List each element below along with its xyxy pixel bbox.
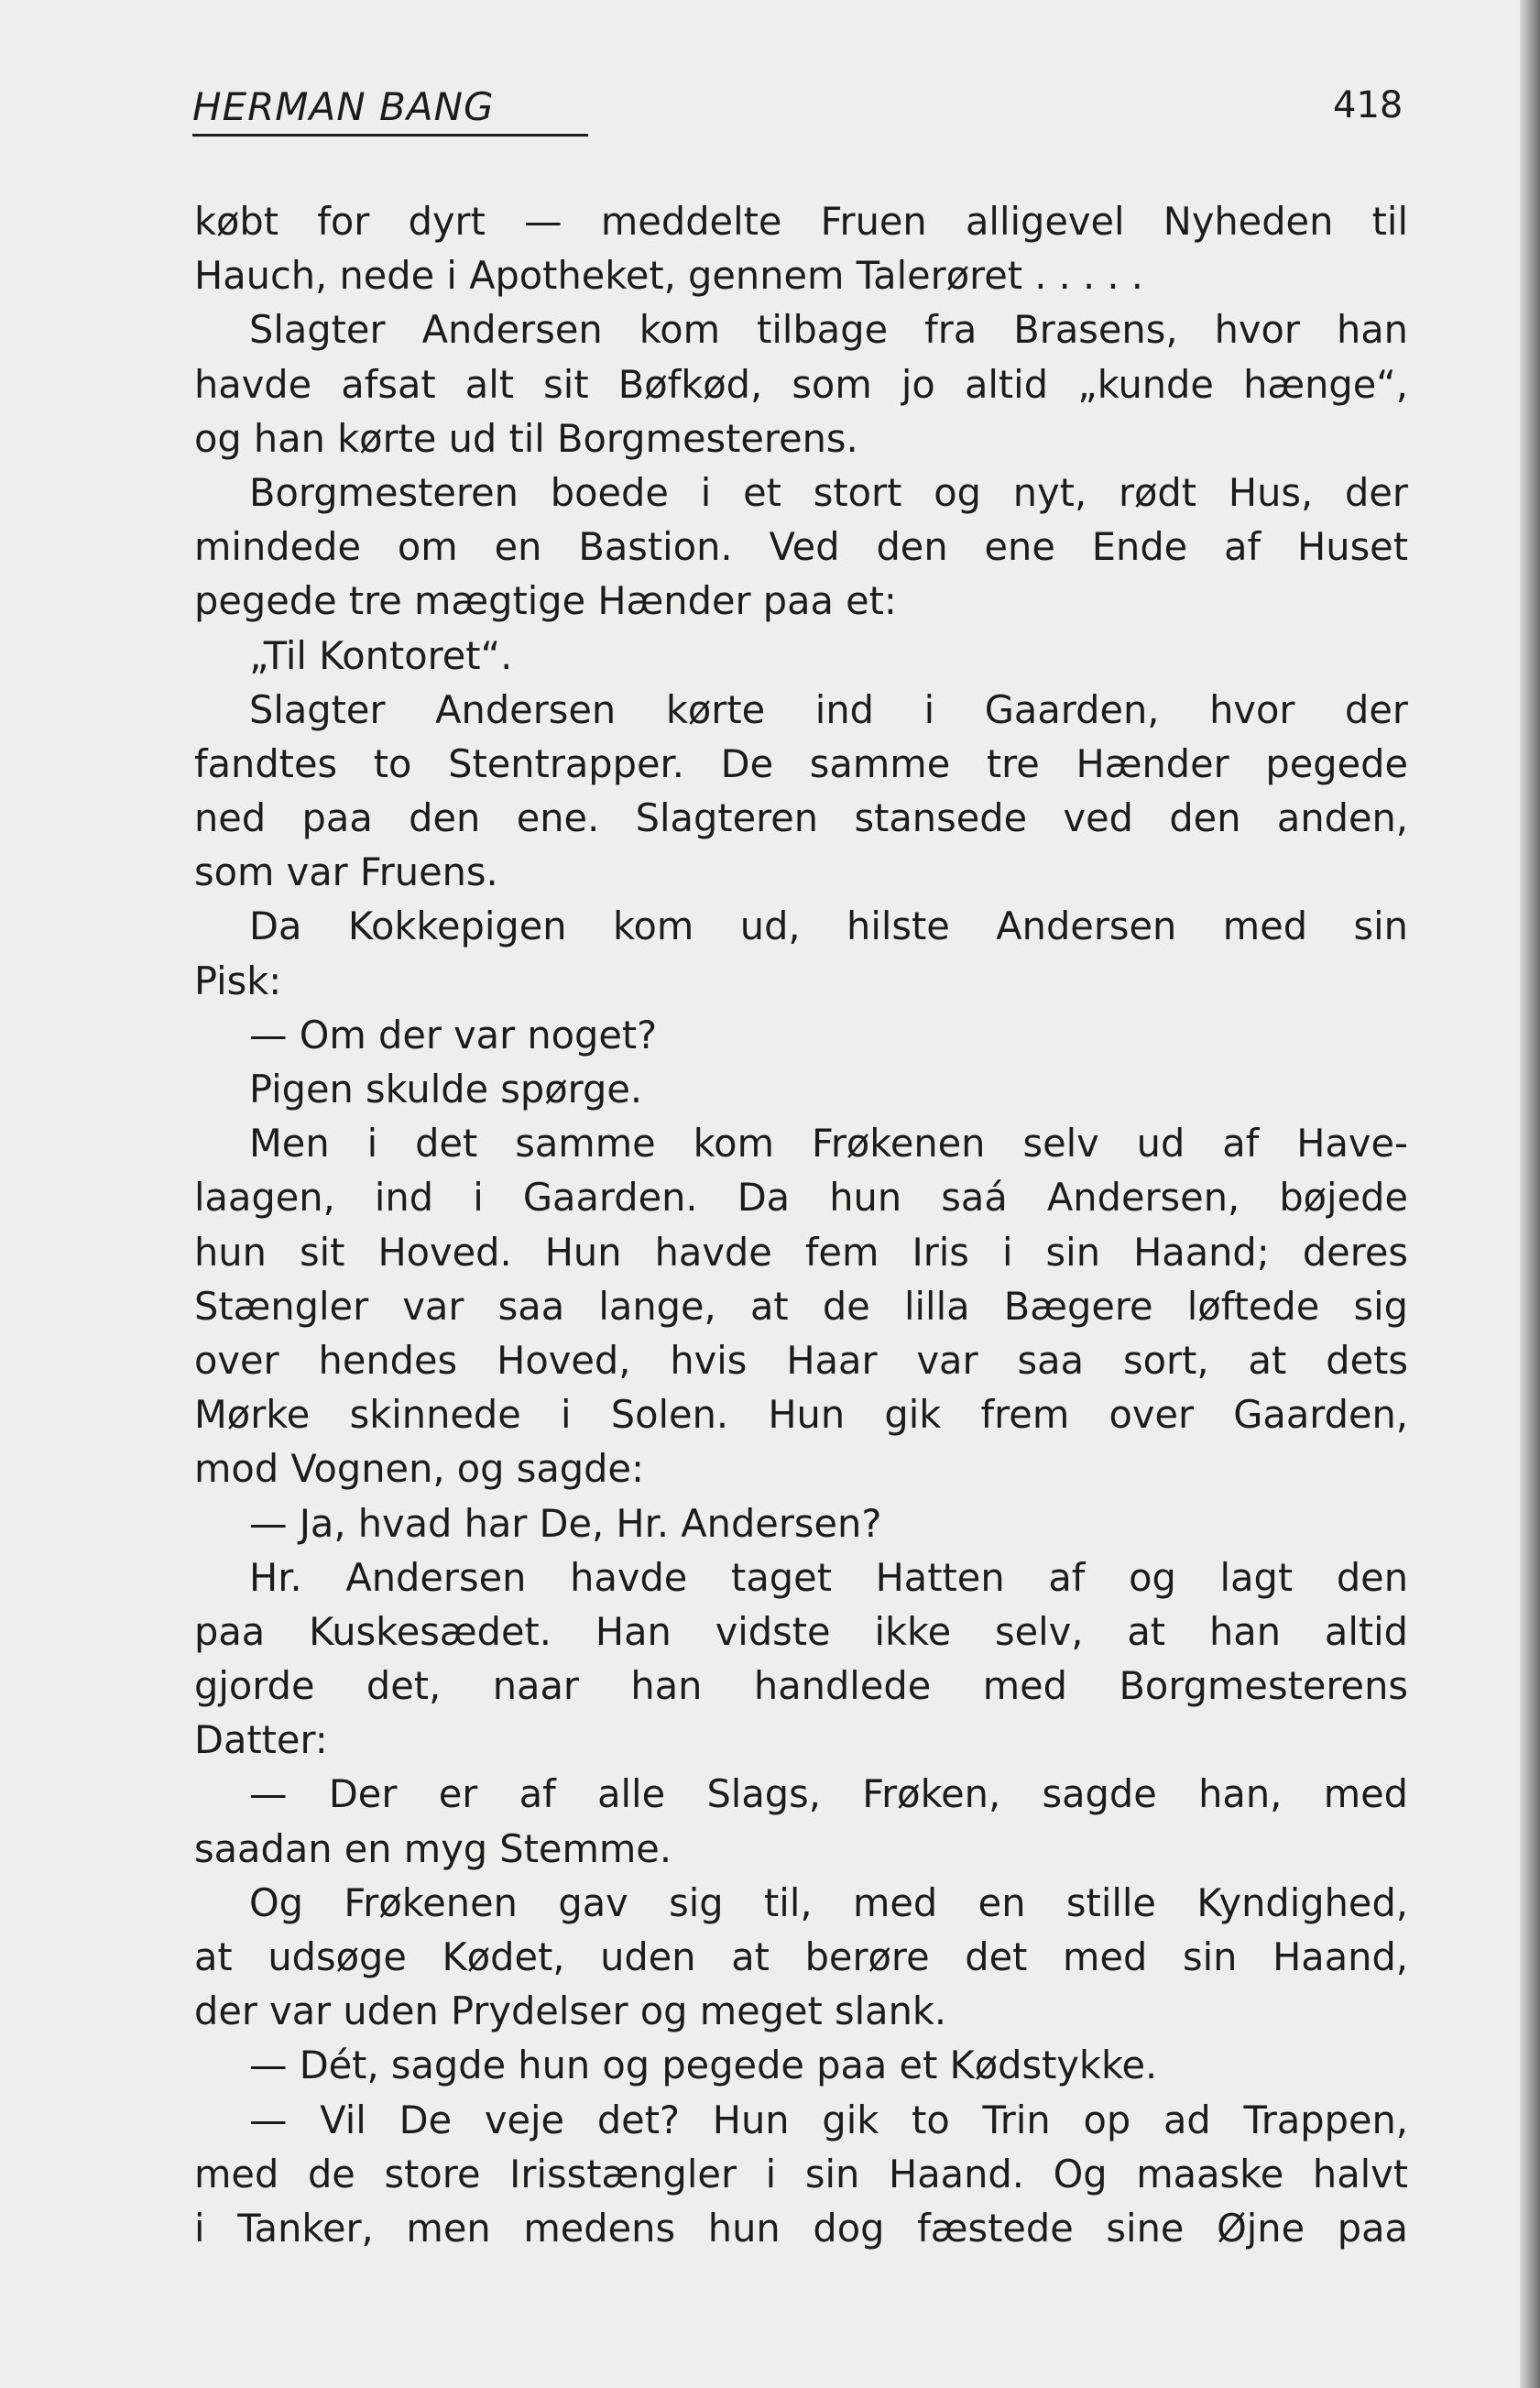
text-line: der var uden Prydelser og meget slank. bbox=[194, 1988, 947, 2034]
text-line: og han kørte ud til Borgmesterens. bbox=[194, 415, 858, 461]
text-line: saadan en myg Stemme. bbox=[194, 1825, 672, 1871]
text-line: — Dét, sagde hun og pegede paa et Kødstykke. bbox=[249, 2043, 1158, 2088]
text-line: fandtes to Stentrapper. De samme tre Hænder pegede bbox=[194, 740, 1408, 786]
text-line: over hendes Hoved, hvis Haar var saa sort, at dets bbox=[194, 1337, 1408, 1383]
running-head-rule bbox=[192, 134, 588, 137]
text-line: ned paa den ene. Slagteren stansede ved den anden, bbox=[194, 795, 1408, 841]
text-line: paa Kuskesædet. Han vidste ikke selv, at han altid bbox=[194, 1608, 1408, 1654]
text-line: Slagter Andersen kørte ind i Gaarden, hvor der bbox=[249, 686, 1408, 732]
text-line: købt for dyrt — meddelte Fruen alligevel Nyheden til bbox=[194, 199, 1408, 244]
page-edge bbox=[1520, 0, 1540, 2388]
text-line: Datter: bbox=[194, 1717, 328, 1763]
text-line: — Om der var noget? bbox=[249, 1012, 658, 1057]
text-line: Og Frøkenen gav sig til, med en stille Kyndighed, bbox=[249, 1879, 1408, 1925]
text-line: Mørke skinnede i Solen. Hun gik frem over Gaarden, bbox=[194, 1392, 1408, 1438]
text-line: at udsøge Kødet, uden at berøre det med sin Haand, bbox=[194, 1934, 1408, 1979]
text-line: Borgmesteren boede i et stort og nyt, rødt Hus, der bbox=[249, 469, 1408, 515]
text-line: Slagter Andersen kom tilbage fra Brasens, hvor han bbox=[249, 307, 1408, 353]
text-line: som var Fruens. bbox=[194, 849, 498, 895]
text-line: — Vil De veje det? Hun gik to Trin op ad Trappen, bbox=[249, 2097, 1408, 2142]
page-number: 418 bbox=[1333, 84, 1403, 126]
text-line: Stængler var saa lange, at de lilla Bægere løftede sig bbox=[194, 1283, 1408, 1329]
body-text bbox=[194, 194, 1408, 2255]
text-line: Pisk: bbox=[194, 958, 282, 1003]
text-line: mindede om en Bastion. Ved den ene Ende af Huset bbox=[194, 524, 1408, 570]
text-line: gjorde det, naar han handlede med Borgmesterens bbox=[194, 1663, 1408, 1709]
text-line: — Der er af alle Slags, Frøken, sagde han, med bbox=[249, 1771, 1408, 1817]
text-line: havde afsat alt sit Bøfkød, som jo altid „kunde hænge“, bbox=[194, 361, 1408, 407]
text-line: pegede tre mægtige Hænder paa et: bbox=[194, 578, 897, 624]
text-line: hun sit Hoved. Hun havde fem Iris i sin Haand; deres bbox=[194, 1229, 1408, 1275]
text-line: med de store Irisstængler i sin Haand. Og maaske halvt bbox=[194, 2151, 1408, 2196]
text-line: „Til Kontoret“. bbox=[249, 632, 513, 678]
text-line: i Tanker, men medens hun dog fæstede sine Øjne paa bbox=[194, 2205, 1408, 2251]
text-line: Da Kokkepigen kom ud, hilste Andersen med sin bbox=[249, 904, 1408, 949]
text-line: mod Vognen, og sagde: bbox=[194, 1446, 644, 1492]
text-line: Men i det samme kom Frøkenen selv ud af Have- bbox=[249, 1121, 1408, 1167]
text-line: Hauch, nede i Apotheket, gennem Talerøret . . . . . bbox=[194, 253, 1143, 299]
running-head-author: HERMAN BANG bbox=[192, 84, 495, 129]
text-line: Hr. Andersen havde taget Hatten af og lagt den bbox=[249, 1554, 1408, 1600]
text-line: Pigen skulde spørge. bbox=[249, 1067, 643, 1112]
text-line: laagen, ind i Gaarden. Da hun saá Andersen, bøjede bbox=[194, 1175, 1408, 1221]
text-line: — Ja, hvad har De, Hr. Andersen? bbox=[249, 1500, 882, 1546]
